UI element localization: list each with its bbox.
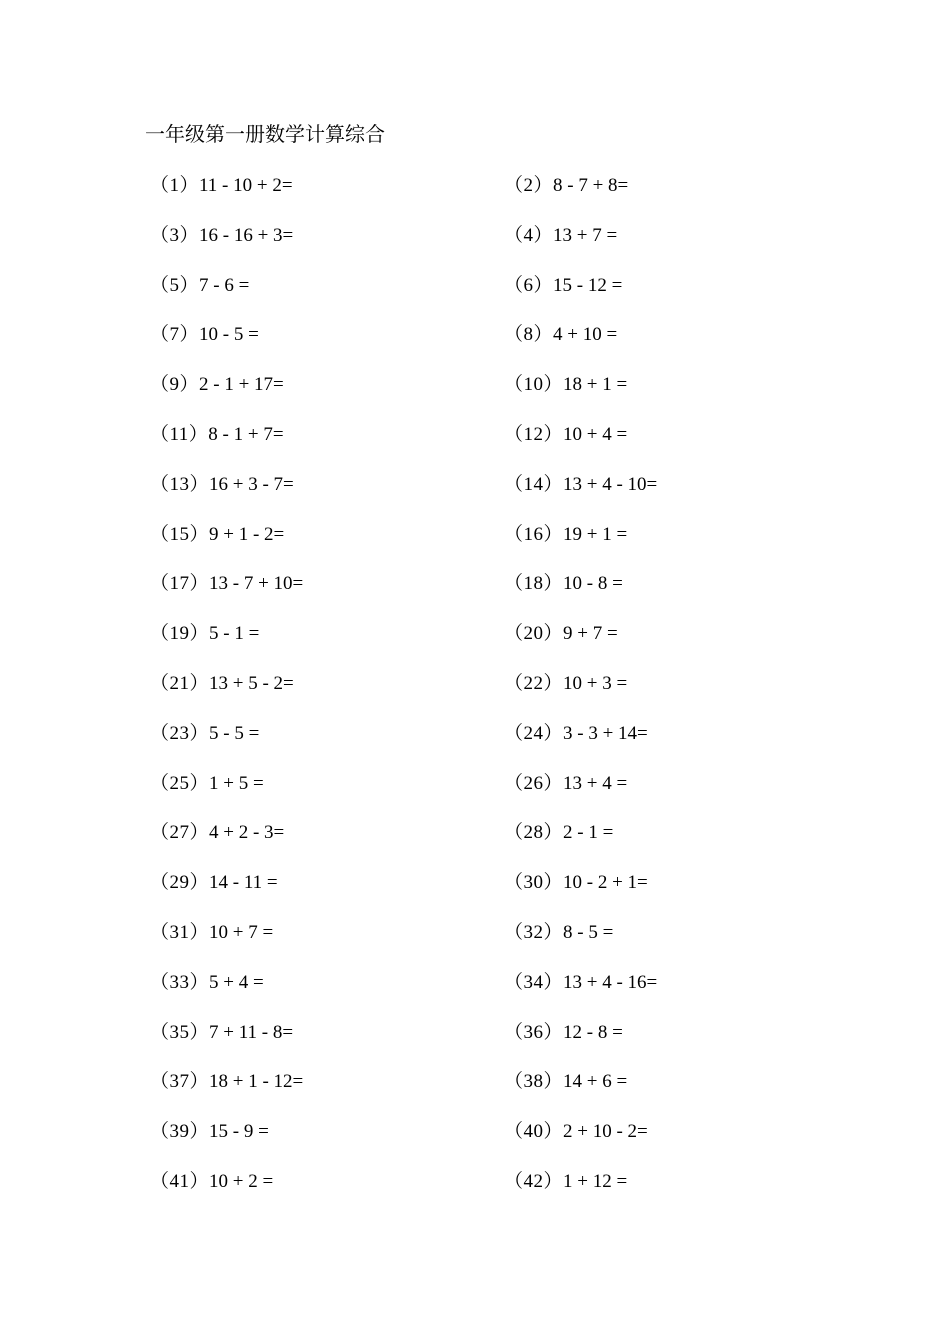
problem-item [150,472,504,522]
problem-expression: 18 + 1 = [563,374,628,396]
problem-item [150,671,504,721]
problem-expression: 1 + 5 = [209,772,264,794]
problem-expression: 5 + 4 = [209,971,264,993]
problem-expression: 14 - 11 = [209,872,278,894]
problem-number: （9） [150,374,200,396]
problem-expression: 8 - 7 + 8= [553,175,629,196]
problem-item [150,1020,504,1070]
problem-item [504,1119,790,1169]
problem-number: （14） [504,473,564,495]
problem-expression: 19 + 1 = [563,523,628,545]
problem-number: （10） [504,374,564,396]
problem-number: （42） [504,1170,564,1192]
problem-item [504,372,790,422]
problem-expression: 10 - 2 + 1= [563,872,648,894]
problem-number: （31） [150,921,210,943]
problem-item [504,173,790,223]
problem-number: （19） [150,623,210,645]
problem-item [504,273,790,323]
problem-number: （18） [504,573,564,595]
problem-number: （34） [504,971,564,993]
problem-grid [150,173,790,1219]
problem-expression: 10 + 3 = [563,672,628,694]
problem-expression: 7 + 11 - 8= [209,1021,294,1043]
problem-expression: 9 + 1 - 2= [209,523,285,545]
problem-number: （4） [504,224,554,246]
problem-item [150,322,504,372]
problem-number: （6） [504,274,554,296]
problem-expression: 3 - 3 + 14= [563,722,648,744]
problem-number: （35） [150,1021,210,1043]
problem-expression: 5 - 5 = [209,722,260,744]
problem-item [150,173,504,223]
problem-item [150,522,504,572]
problem-number: （24） [504,722,564,744]
problem-expression: 15 - 12 = [553,274,623,296]
problem-item [504,671,790,721]
problem-number: （8） [504,324,554,346]
problem-number: （20） [504,623,564,645]
problem-item [504,571,790,621]
problem-expression: 2 + 10 - 2= [563,1121,648,1143]
problem-expression: 10 + 4 = [563,423,628,445]
problem-number: （39） [150,1121,210,1143]
problem-number: （38） [504,1071,564,1093]
problem-item [504,472,790,522]
problem-number: （40） [504,1121,564,1143]
problem-number: （7） [150,324,200,346]
problem-number: （15） [150,523,210,545]
problem-number: （27） [150,822,210,844]
problem-item [504,322,790,372]
problem-expression: 15 - 9 = [209,1121,269,1143]
problem-expression: 4 + 2 - 3= [209,822,285,844]
problem-number: （17） [150,573,210,595]
problem-expression: 10 + 2 = [209,1170,274,1192]
problem-item [504,721,790,771]
problem-expression: 10 + 7 = [209,921,274,943]
problem-item [504,920,790,970]
problem-expression: 13 - 7 + 10= [209,573,304,595]
problem-number: （36） [504,1021,564,1043]
problem-expression: 10 - 5 = [199,324,259,346]
problem-number: （1） [150,175,200,196]
problem-expression: 5 - 1 = [209,623,260,645]
problem-expression: 10 - 8 = [563,573,623,595]
problem-item [150,920,504,970]
problem-item [504,870,790,920]
problem-item [150,1069,504,1119]
problem-number: （30） [504,872,564,894]
problem-item [150,970,504,1020]
problem-item [504,422,790,472]
problem-number: （2） [504,175,554,196]
problem-item [150,771,504,821]
problem-number: （25） [150,772,210,794]
problem-item [504,820,790,870]
problem-expression: 16 + 3 - 7= [209,473,294,495]
problem-expression: 7 - 6 = [199,274,250,296]
problem-expression: 8 - 1 + 7= [208,423,284,445]
problem-item [150,571,504,621]
problem-expression: 16 - 16 + 3= [199,224,294,246]
problem-expression: 4 + 10 = [553,324,618,346]
problem-expression: 13 + 4 - 16= [563,971,658,993]
problem-number: （12） [504,423,564,445]
problem-expression: 12 - 8 = [563,1021,623,1043]
problem-number: （21） [150,672,210,694]
problem-expression: 13 + 4 = [563,772,628,794]
problem-number: （28） [504,822,564,844]
problem-item [150,273,504,323]
problem-number: （33） [150,971,210,993]
document-title: 一年级第一册数学计算综合 [145,124,385,146]
problem-expression: 8 - 5 = [563,921,614,943]
problem-number: （16） [504,523,564,545]
problem-number: （22） [504,672,564,694]
problem-item [504,621,790,671]
problem-item [504,522,790,572]
problem-item [504,1020,790,1070]
problem-item [504,1069,790,1119]
problem-item [150,1119,504,1169]
problem-expression: 2 - 1 = [563,822,614,844]
problem-expression: 13 + 7 = [553,224,618,246]
problem-item [150,721,504,771]
problem-expression: 13 + 5 - 2= [209,672,294,694]
problem-expression: 11 - 10 + 2= [199,175,293,196]
problem-number: （11） [150,423,209,445]
problem-number: （5） [150,274,200,296]
problem-expression: 9 + 7 = [563,623,618,645]
problem-number: （32） [504,921,564,943]
problem-item [150,372,504,422]
problem-item [150,820,504,870]
problem-number: （29） [150,872,210,894]
problem-expression: 14 + 6 = [563,1071,628,1093]
problem-item [150,621,504,671]
problem-item [504,771,790,821]
problem-item [150,422,504,472]
problem-item [504,970,790,1020]
problem-number: （23） [150,722,210,744]
problem-item [504,223,790,273]
problem-expression: 13 + 4 - 10= [563,473,658,495]
problem-item [150,1169,504,1219]
problem-number: （41） [150,1170,210,1192]
problem-number: （3） [150,224,200,246]
problem-number: （26） [504,772,564,794]
problem-item [150,223,504,273]
problem-item [504,1169,790,1219]
problem-item [150,870,504,920]
problem-number: （37） [150,1071,210,1093]
problem-expression: 1 + 12 = [563,1170,628,1192]
problem-number: （13） [150,473,210,495]
problem-expression: 18 + 1 - 12= [209,1071,304,1093]
problem-expression: 2 - 1 + 17= [199,374,284,396]
